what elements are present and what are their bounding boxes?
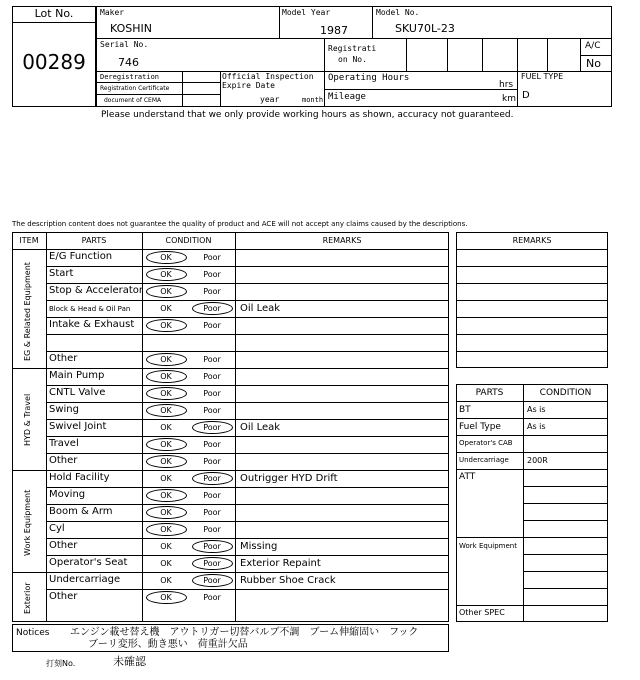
row-remark: Oil Leak: [240, 303, 281, 314]
row-separator: [46, 453, 449, 454]
row-separator: [46, 436, 449, 437]
condition-ok: OK: [160, 389, 172, 398]
poor-selected-circle: [192, 557, 233, 570]
poor-selected-circle: [192, 574, 233, 587]
row-remark: Oil Leak: [240, 422, 281, 433]
reg-cert-label: Registration Certificate: [100, 85, 170, 92]
mileage-label: Mileage: [328, 92, 366, 102]
row-remark: Rubber Shoe Crack: [240, 575, 336, 586]
row-part-name: CNTL Valve: [49, 387, 106, 398]
registration-label-1: Registrati: [328, 44, 377, 53]
condition-poor: Poor: [203, 559, 221, 568]
deregistration-label: Deregistration: [100, 73, 160, 81]
right-col-condition: CONDITION: [539, 388, 592, 398]
cab-label: Operator's CAB: [459, 439, 513, 447]
ok-selected-circle: [146, 404, 187, 417]
condition-ok: OK: [160, 474, 172, 483]
condition-poor: Poor: [203, 525, 221, 534]
row-separator: [46, 555, 449, 556]
ok-selected-circle: [146, 285, 187, 298]
fuel-type-label: FUEL TYPE: [521, 72, 564, 81]
condition-poor: Poor: [203, 270, 221, 279]
condition-ok: OK: [160, 559, 172, 568]
row-part-name: Other: [49, 455, 78, 466]
row-separator: [46, 402, 449, 403]
row-separator: [46, 419, 449, 420]
condition-poor: Poor: [203, 542, 221, 551]
year-label: year: [260, 95, 280, 104]
ok-selected-circle: [146, 455, 187, 468]
condition-poor: Poor: [203, 474, 221, 483]
row-part-name: Intake & Exhaust: [49, 319, 135, 330]
undercarriage-value: 200R: [527, 456, 548, 465]
group-label-exterior: Exterior: [23, 582, 32, 614]
group-label-work: Work Equipment: [23, 489, 32, 556]
condition-poor: Poor: [203, 457, 221, 466]
condition-poor: Poor: [203, 389, 221, 398]
condition-poor: Poor: [203, 423, 221, 432]
hours-notice: Please understand that we only provide working hours as shown, accuracy not guaranteed.: [101, 110, 514, 120]
undercarriage-label: Undercarriage: [459, 456, 509, 464]
row-part-name: Moving: [49, 489, 86, 500]
row-part-name: Operator's Seat: [49, 557, 128, 568]
condition-ok: OK: [160, 270, 172, 279]
maker-value: KOSHIN: [110, 22, 152, 35]
row-part-name: Undercarriage: [49, 574, 121, 585]
notices-label: Notices: [16, 628, 50, 638]
fuel-value: As is: [527, 422, 546, 431]
ac-value: No: [586, 57, 601, 70]
row-part-name: Block & Head & Oil Pan: [49, 305, 131, 313]
condition-ok: OK: [160, 457, 172, 466]
row-separator: [46, 300, 449, 301]
ok-selected-circle: [146, 523, 187, 536]
poor-selected-circle: [192, 302, 233, 315]
row-part-name: Swivel Joint: [49, 421, 107, 432]
fuel-type-value: D: [522, 90, 530, 101]
poor-selected-circle: [192, 421, 233, 434]
condition-poor: Poor: [203, 355, 221, 364]
notices-line-2: ブーリ変形、動き悪い 荷重計欠品: [88, 639, 248, 650]
row-separator: [46, 504, 449, 505]
condition-poor: Poor: [203, 304, 221, 313]
condition-ok: OK: [160, 287, 172, 296]
inspection-label-1: Official Inspection: [222, 72, 314, 81]
condition-ok: OK: [160, 304, 172, 313]
model-year-value: 1987: [320, 24, 348, 37]
condition-poor: Poor: [203, 406, 221, 415]
condition-ok: OK: [160, 321, 172, 330]
km-label: km: [502, 94, 516, 104]
row-remark: Outrigger HYD Drift: [240, 473, 338, 484]
condition-ok: OK: [160, 440, 172, 449]
row-remark: Exterior Repaint: [240, 558, 321, 569]
lot-number: 00289: [22, 50, 86, 74]
condition-poor: Poor: [203, 508, 221, 517]
poor-selected-circle: [192, 540, 233, 553]
row-part-name: Cyl: [49, 523, 65, 534]
row-separator: [46, 334, 449, 335]
condition-poor: Poor: [203, 593, 221, 602]
row-part-name: Boom & Arm: [49, 506, 113, 517]
condition-ok: OK: [160, 593, 172, 602]
row-remark: Missing: [240, 541, 278, 552]
model-no-value: SKU70L-23: [395, 22, 455, 35]
ok-selected-circle: [146, 387, 187, 400]
row-separator: [46, 538, 449, 539]
stamp-label: 打刻No.: [46, 659, 76, 668]
fuel-label: Fuel Type: [459, 422, 501, 432]
col-condition: CONDITION: [165, 236, 212, 245]
row-separator: [46, 589, 449, 590]
cema-label: document of CEMA: [104, 97, 162, 104]
registration-label-2: on No.: [338, 55, 367, 64]
row-part-name: Stop & Accelerator: [49, 285, 144, 296]
condition-ok: OK: [160, 576, 172, 585]
other-spec-label: Other SPEC: [459, 608, 505, 617]
model-year-label: Model Year: [282, 8, 331, 17]
row-part-name: E/G Function: [49, 251, 113, 262]
row-separator: [46, 266, 449, 267]
ok-selected-circle: [146, 489, 187, 502]
serial-label: Serial No.: [100, 40, 149, 49]
stamp-value: 未確認: [113, 655, 146, 668]
disclaimer: The description content does not guarantee the quality of product and ACE will not accept any claims caused by the descriptions.: [12, 220, 468, 228]
condition-poor: Poor: [203, 576, 221, 585]
group-label-hyd: HYD & Travel: [23, 393, 32, 447]
ok-selected-circle: [146, 591, 187, 604]
ok-selected-circle: [146, 370, 187, 383]
month-label: month: [302, 96, 324, 104]
condition-ok: OK: [160, 406, 172, 415]
poor-selected-circle: [192, 472, 233, 485]
bt-label: BT: [459, 405, 471, 415]
condition-ok: OK: [160, 372, 172, 381]
condition-ok: OK: [160, 525, 172, 534]
condition-poor: Poor: [203, 491, 221, 500]
condition-poor: Poor: [203, 253, 221, 262]
row-part-name: Swing: [49, 404, 79, 415]
row-separator: [46, 487, 449, 488]
row-separator: [46, 317, 449, 318]
condition-poor: Poor: [203, 372, 221, 381]
ok-selected-circle: [146, 506, 187, 519]
serial-value: 746: [118, 56, 139, 69]
condition-ok: OK: [160, 508, 172, 517]
lot-label: Lot No.: [34, 7, 74, 20]
notices-line-1: エンジン載せ替え機 アウトリガー切替バルブ不調 ブーム伸縮固い フック: [70, 627, 419, 638]
condition-ok: OK: [160, 491, 172, 500]
condition-ok: OK: [160, 253, 172, 262]
row-part-name: Start: [49, 268, 74, 279]
condition-ok: OK: [160, 355, 172, 364]
right-col-parts: PARTS: [475, 388, 504, 398]
ok-selected-circle: [146, 438, 187, 451]
model-no-label: Model No.: [376, 8, 420, 17]
condition-ok: OK: [160, 542, 172, 551]
col-parts: PARTS: [81, 236, 107, 245]
row-part-name: Other: [49, 591, 78, 602]
att-label: ATT: [459, 472, 476, 482]
right-remarks-header: REMARKS: [512, 236, 552, 245]
ok-selected-circle: [146, 319, 187, 332]
operating-hours-label: Operating Hours: [328, 73, 410, 83]
row-part-name: Main Pump: [49, 370, 105, 381]
col-item: ITEM: [19, 236, 39, 245]
condition-poor: Poor: [203, 440, 221, 449]
condition-ok: OK: [160, 423, 172, 432]
group-label-eg: EG & Related Equipment: [23, 262, 32, 361]
col-remarks: REMARKS: [322, 236, 362, 245]
bt-value: As is: [527, 405, 546, 414]
ok-selected-circle: [146, 353, 187, 366]
ok-selected-circle: [146, 268, 187, 281]
ac-label: A/C: [585, 41, 601, 51]
row-part-name: Hold Facility: [49, 472, 110, 483]
row-separator: [46, 521, 449, 522]
row-part-name: Other: [49, 353, 78, 364]
row-part-name: Travel: [49, 438, 79, 449]
row-part-name: Other: [49, 540, 78, 551]
condition-poor: Poor: [203, 287, 221, 296]
hrs-label: hrs: [499, 80, 514, 90]
row-separator: [46, 283, 449, 284]
row-separator: [46, 351, 449, 352]
inspection-label-2: Expire Date: [222, 81, 275, 90]
work-equipment-label: Work Equipment: [459, 542, 517, 550]
condition-poor: Poor: [203, 321, 221, 330]
row-separator: [46, 385, 449, 386]
ok-selected-circle: [146, 251, 187, 264]
maker-label: Maker: [100, 8, 125, 17]
